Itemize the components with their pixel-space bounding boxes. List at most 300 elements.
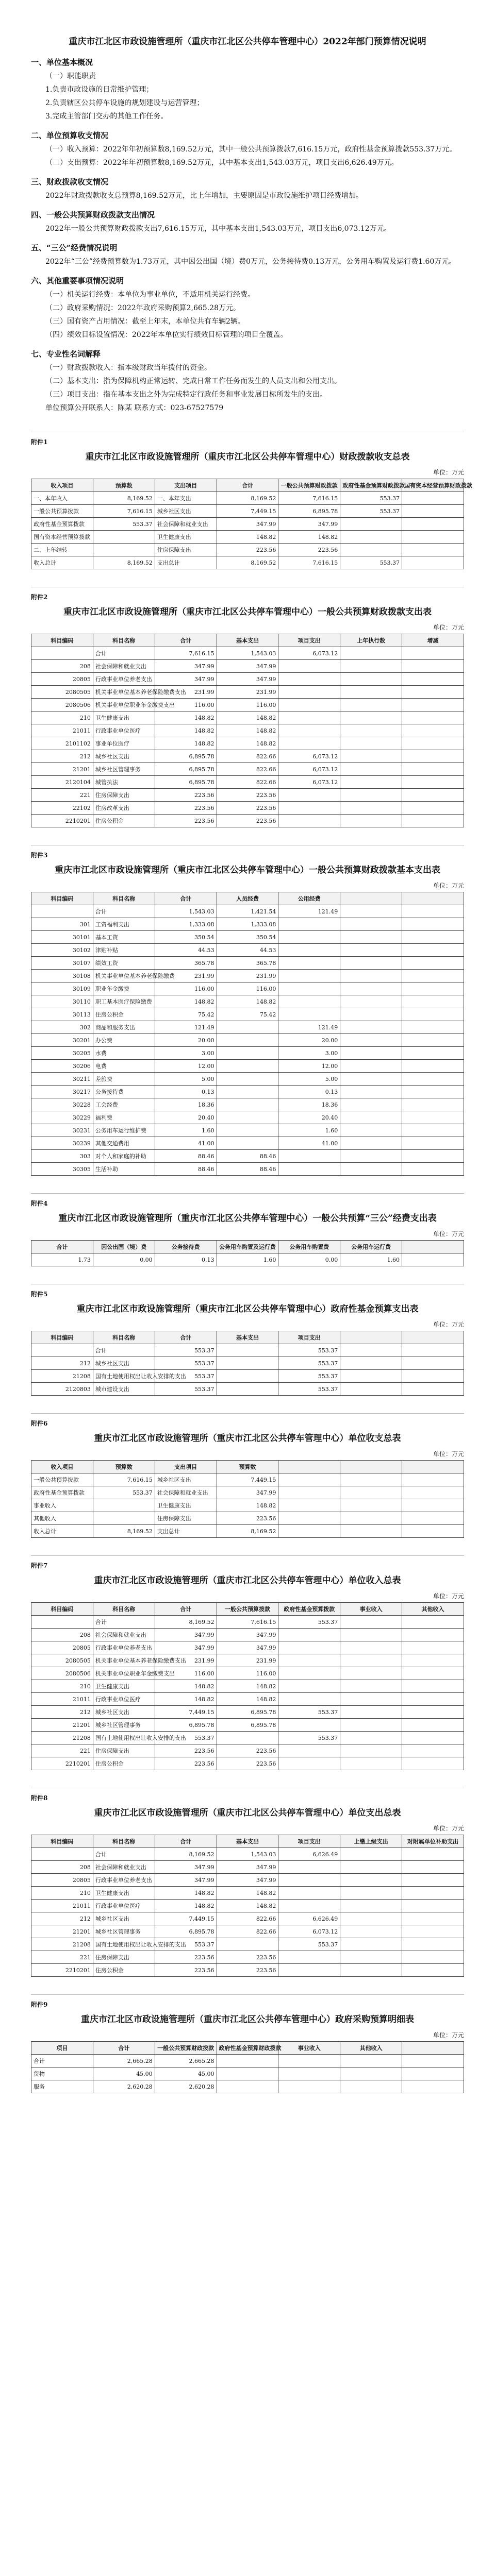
table-row xyxy=(31,1938,464,1951)
table-header-cell: 科目编码 xyxy=(31,892,93,905)
table-cell xyxy=(402,1370,464,1383)
table-cell xyxy=(217,1370,278,1383)
unit-label: 单位：万元 xyxy=(433,1230,464,1238)
table-cell xyxy=(340,1499,402,1512)
table-cell: 住房公积金 xyxy=(93,1757,155,1770)
table-cell xyxy=(402,544,464,556)
table-row xyxy=(31,1525,464,1538)
table-header-cell: 预算数 xyxy=(217,1461,278,1473)
table-cell xyxy=(340,1086,402,1098)
table-cell: 30110 xyxy=(31,995,93,1008)
table-cell: 机关事业单位基本养老保险缴费 xyxy=(93,970,155,982)
table-cell xyxy=(278,944,340,957)
table-cell xyxy=(402,1344,464,1357)
table-cell: 223.56 xyxy=(278,544,340,556)
table-cell: 30102 xyxy=(31,944,93,957)
table-cell xyxy=(402,1900,464,1912)
table-cell: 116.00 xyxy=(217,699,278,711)
table-cell: 30113 xyxy=(31,1008,93,1021)
table-cell xyxy=(217,1111,278,1124)
table-cell xyxy=(340,1719,402,1732)
table-cell: 223.56 xyxy=(217,1757,278,1770)
table-cell: 2,665.28 xyxy=(93,2055,155,2067)
table-cell: 148.82 xyxy=(155,1900,217,1912)
table-header-cell xyxy=(340,892,402,905)
table-cell: 1.73 xyxy=(31,1253,93,1266)
table-cell xyxy=(340,931,402,944)
table-row xyxy=(31,1925,464,1938)
table-cell: 其他交通费用 xyxy=(93,1137,155,1150)
table-cell: 347.99 xyxy=(217,1629,278,1641)
data-table xyxy=(31,892,464,1176)
table-cell: 6,626.49 xyxy=(278,1912,340,1925)
table-cell xyxy=(340,1757,402,1770)
table-cell: 88.46 xyxy=(155,1163,217,1176)
table-cell: 机关事业单位基本养老保险缴费支出 xyxy=(93,1654,155,1667)
table-cell: 822.66 xyxy=(217,776,278,789)
table-cell: 工资福利支出 xyxy=(93,918,155,931)
table-cell xyxy=(217,2067,278,2080)
table-cell xyxy=(340,1706,402,1719)
table-row xyxy=(31,1667,464,1680)
table-cell xyxy=(340,1163,402,1176)
table-header-cell: 科目名称 xyxy=(93,634,155,647)
table-cell: 8,169.52 xyxy=(93,556,155,569)
table-cell xyxy=(402,1073,464,1086)
table-cell: 21208 xyxy=(31,1938,93,1951)
table-cell: 148.82 xyxy=(155,711,217,724)
attachment-label: 附件9 xyxy=(31,2001,48,2008)
table-cell: 302 xyxy=(31,1021,93,1034)
table-cell: 822.66 xyxy=(217,1925,278,1938)
table-cell: 148.82 xyxy=(155,724,217,737)
table-cell xyxy=(340,1047,402,1060)
unit-label: 单位：万元 xyxy=(433,624,464,631)
table-row xyxy=(31,1848,464,1861)
table-cell: 5.00 xyxy=(155,1073,217,1086)
table-cell xyxy=(402,1951,464,1964)
table-cell: 社会保障和就业支出 xyxy=(155,518,217,531)
table-cell xyxy=(402,1744,464,1757)
table-cell: 148.82 xyxy=(217,737,278,750)
table-header-cell: 公用经费 xyxy=(278,892,340,905)
table-cell xyxy=(402,505,464,518)
table-header-cell xyxy=(402,892,464,905)
section-heading: 四、一般公共预算财政拨款支出情况 xyxy=(31,210,155,219)
table-row xyxy=(31,931,464,944)
table-cell xyxy=(340,1150,402,1163)
attachment-label: 附件7 xyxy=(31,1562,48,1569)
table-cell: 30217 xyxy=(31,1086,93,1098)
section-paragraph: （三）国有资产占用情况：截至上年末，本单位共有车辆2辆。 xyxy=(45,317,245,326)
table-header-cell: 政府性基金预算拨款 xyxy=(278,1603,340,1616)
table-cell: 223.56 xyxy=(155,1757,217,1770)
table-cell: 卫生健康支出 xyxy=(155,531,217,544)
table-cell: 30211 xyxy=(31,1073,93,1086)
table-row xyxy=(31,1111,464,1124)
table-cell xyxy=(402,1163,464,1176)
table-cell xyxy=(31,905,93,918)
table-cell: 住房保障支出 xyxy=(93,789,155,802)
table-cell: 553.37 xyxy=(155,1357,217,1370)
table-cell xyxy=(278,1473,340,1486)
table-cell: 553.37 xyxy=(278,1938,340,1951)
table-cell xyxy=(340,1124,402,1137)
table-cell: 148.82 xyxy=(155,737,217,750)
table-cell xyxy=(402,1861,464,1874)
attachment-label: 附件2 xyxy=(31,594,48,601)
table-cell: 45.00 xyxy=(93,2067,155,2080)
table-cell xyxy=(217,1383,278,1396)
table-cell: 30205 xyxy=(31,1047,93,1060)
table-cell xyxy=(402,2080,464,2093)
table-cell: 223.56 xyxy=(217,1964,278,1977)
table-row xyxy=(31,1086,464,1098)
table-cell xyxy=(278,918,340,931)
table-cell: 148.82 xyxy=(217,1680,278,1693)
table-cell xyxy=(278,673,340,686)
table-cell: 20.40 xyxy=(278,1111,340,1124)
data-table xyxy=(31,2041,464,2093)
table-row xyxy=(31,944,464,957)
attachment-label: 附件6 xyxy=(31,1420,48,1427)
table-cell: 生活补助 xyxy=(93,1163,155,1176)
table-cell xyxy=(340,1964,402,1977)
table-cell xyxy=(278,1629,340,1641)
attachment-label: 附件5 xyxy=(31,1291,48,1298)
table-cell xyxy=(217,2080,278,2093)
table-cell: 221 xyxy=(31,789,93,802)
unit-label: 单位：万元 xyxy=(433,882,464,889)
table-cell xyxy=(340,544,402,556)
table-header-cell: 公务用车运行费 xyxy=(340,1241,402,1253)
table-cell: 116.00 xyxy=(217,982,278,995)
table-cell: 城乡社区支出 xyxy=(155,1473,217,1486)
table-cell xyxy=(402,1616,464,1629)
table-row xyxy=(31,2055,464,2067)
table-cell xyxy=(217,1357,278,1370)
attachment-label: 附件1 xyxy=(31,438,48,446)
table-header-cell: 政府性基金预算财政拨款 xyxy=(217,2042,278,2055)
table-row xyxy=(31,1499,464,1512)
table-cell: 148.82 xyxy=(278,531,340,544)
table-cell: 城乡社区管理事务 xyxy=(93,1925,155,1938)
table-cell xyxy=(340,1874,402,1887)
table-cell xyxy=(340,1925,402,1938)
table-cell: 2,620.28 xyxy=(93,2080,155,2093)
table-cell xyxy=(278,802,340,815)
table-cell: 7,616.15 xyxy=(93,1473,155,1486)
table-cell: 116.00 xyxy=(155,982,217,995)
table-cell xyxy=(217,2055,278,2067)
table-cell: 合计 xyxy=(93,905,155,918)
table-cell: 347.99 xyxy=(155,1861,217,1874)
table-cell: 社会保障和就业支出 xyxy=(93,1861,155,1874)
table-cell: 6,895.78 xyxy=(217,1706,278,1719)
table-block xyxy=(31,1994,464,2093)
table-row xyxy=(31,660,464,673)
table-cell: 6,895.78 xyxy=(217,1719,278,1732)
table-cell: 0.00 xyxy=(93,1253,155,1266)
table-cell xyxy=(340,1616,402,1629)
table-cell xyxy=(340,1357,402,1370)
table-cell xyxy=(340,1938,402,1951)
table-cell xyxy=(402,1757,464,1770)
table-cell: 347.99 xyxy=(155,660,217,673)
table-cell xyxy=(278,737,340,750)
table-row xyxy=(31,544,464,556)
data-table xyxy=(31,479,473,569)
table-header-cell: 科目名称 xyxy=(93,1835,155,1848)
table-cell: 223.56 xyxy=(217,1951,278,1964)
table-row xyxy=(31,1719,464,1732)
table-header-cell: 合计 xyxy=(31,1241,93,1253)
divider xyxy=(31,1413,464,1414)
table-cell: 社会保障和就业支出 xyxy=(155,1486,217,1499)
table-cell xyxy=(278,699,340,711)
table-header-cell: 因公出国（境）费 xyxy=(93,1241,155,1253)
table-cell: 30109 xyxy=(31,982,93,995)
table-cell xyxy=(278,1719,340,1732)
table-header-cell: 项目支出 xyxy=(278,1331,340,1344)
table-cell xyxy=(402,1008,464,1021)
table-cell: 553.37 xyxy=(278,1344,340,1357)
table-cell xyxy=(93,544,155,556)
table-cell xyxy=(278,2080,340,2093)
table-cell: 350.54 xyxy=(217,931,278,944)
table-cell xyxy=(402,1667,464,1680)
table-cell: 12.00 xyxy=(278,1060,340,1073)
table-cell: 208 xyxy=(31,1861,93,1874)
table-title: 重庆市江北区市政设施管理所（重庆市江北区公共停车管理中心）单位支出总表 xyxy=(94,1808,401,1818)
table-header-cell: 其他收入 xyxy=(402,1603,464,1616)
table-cell xyxy=(340,944,402,957)
table-cell: 347.99 xyxy=(155,1629,217,1641)
table-cell: 国有土地使用权出让收入安排的支出 xyxy=(93,1370,155,1383)
table-cell: 工会经费 xyxy=(93,1098,155,1111)
table-cell xyxy=(340,531,402,544)
table-cell xyxy=(340,1111,402,1124)
table-cell xyxy=(402,789,464,802)
table-cell xyxy=(402,1357,464,1370)
table-row xyxy=(31,957,464,970)
table-title: 重庆市江北区市政设施管理所（重庆市江北区公共停车管理中心）政府性基金预算支出表 xyxy=(76,1304,419,1314)
table-cell: 一、本年支出 xyxy=(155,492,217,505)
table-title: 重庆市江北区市政设施管理所（重庆市江北区公共停车管理中心）一般公共预算“三公”经费支出表 xyxy=(58,1213,437,1224)
table-header-cell: 对附属单位补助支出 xyxy=(402,1835,464,1848)
table-cell xyxy=(340,1512,402,1525)
table-cell: 553.37 xyxy=(278,1732,340,1744)
table-cell: 卫生健康支出 xyxy=(93,1680,155,1693)
table-header-cell: 国有资本经营预算财政拨款 xyxy=(402,479,464,492)
table-cell: 5.00 xyxy=(278,1073,340,1086)
table-cell xyxy=(402,1925,464,1938)
table-cell xyxy=(340,970,402,982)
table-cell: 553.37 xyxy=(278,1706,340,1719)
table-row xyxy=(31,1693,464,1706)
table-header-cell: 一般公共预算财政拨款 xyxy=(155,2042,217,2055)
table-header-cell xyxy=(402,1461,464,1473)
table-cell: 事业收入 xyxy=(31,1499,93,1512)
table-cell: 3.00 xyxy=(155,1047,217,1060)
table-cell xyxy=(402,931,464,944)
table-block xyxy=(31,432,473,569)
table-cell: 职业年金缴费 xyxy=(93,982,155,995)
table-block xyxy=(31,1413,464,1538)
table-header-cell: 项目 xyxy=(31,2042,93,2055)
table-header-cell: 公务接待费 xyxy=(155,1241,217,1253)
table-cell: 津贴补贴 xyxy=(93,944,155,957)
table-cell xyxy=(340,1732,402,1744)
table-cell: 住房保障支出 xyxy=(93,1951,155,1964)
table-cell: 6,626.49 xyxy=(278,1848,340,1861)
table-cell: 2080506 xyxy=(31,1667,93,1680)
table-cell xyxy=(340,802,402,815)
table-cell: 148.82 xyxy=(217,1693,278,1706)
table-cell xyxy=(217,1047,278,1060)
table-cell: 8,169.52 xyxy=(155,1848,217,1861)
table-cell: 88.46 xyxy=(155,1150,217,1163)
table-cell: 18.36 xyxy=(278,1098,340,1111)
table-cell xyxy=(278,1900,340,1912)
table-cell xyxy=(31,1344,93,1357)
table-cell xyxy=(340,1861,402,1874)
table-row xyxy=(31,2080,464,2093)
table-cell xyxy=(278,686,340,699)
table-header-cell xyxy=(402,1241,464,1253)
table-cell xyxy=(340,673,402,686)
table-cell xyxy=(340,1629,402,1641)
table-cell: 6,895.78 xyxy=(155,1925,217,1938)
table-cell xyxy=(402,1021,464,1034)
table-cell xyxy=(278,789,340,802)
table-header-cell: 科目名称 xyxy=(93,1603,155,1616)
table-cell xyxy=(278,1887,340,1900)
table-cell xyxy=(340,1383,402,1396)
table-row xyxy=(31,531,464,544)
table-cell: 6,895.78 xyxy=(155,776,217,789)
table-cell: 121.49 xyxy=(155,1021,217,1034)
table-cell: 住房保障支出 xyxy=(93,1744,155,1757)
table-cell: 7,616.15 xyxy=(93,505,155,518)
table-header-cell xyxy=(402,1331,464,1344)
table-cell: 7,616.15 xyxy=(217,1616,278,1629)
table-cell: 347.99 xyxy=(155,1874,217,1887)
table-cell: 347.99 xyxy=(217,1874,278,1887)
table-cell: 30107 xyxy=(31,957,93,970)
table-cell: 148.82 xyxy=(217,1887,278,1900)
table-row xyxy=(31,1912,464,1925)
table-cell: 0.13 xyxy=(155,1086,217,1098)
table-block xyxy=(31,1788,464,1977)
table-cell: 城乡社区支出 xyxy=(93,1912,155,1925)
table-cell: 30229 xyxy=(31,1111,93,1124)
table-cell xyxy=(402,944,464,957)
table-cell xyxy=(340,982,402,995)
table-header-cell: 上缴上级支出 xyxy=(340,1835,402,1848)
table-cell xyxy=(340,750,402,763)
section-paragraph: 2022年财政拨款收支总预算8,169.52万元，比上年增加，主要原因是市政设施维护项目经费增加。 xyxy=(45,192,363,200)
table-cell: 1,333.08 xyxy=(155,918,217,931)
table-cell xyxy=(402,686,464,699)
table-cell: 21011 xyxy=(31,1900,93,1912)
table-cell: 223.56 xyxy=(155,1951,217,1964)
unit-label: 单位：万元 xyxy=(433,1321,464,1328)
table-row xyxy=(31,1874,464,1887)
table-cell: 合计 xyxy=(93,1344,155,1357)
table-cell xyxy=(402,1512,464,1525)
table-header-cell: 基本支出 xyxy=(217,1835,278,1848)
table-cell: 2101102 xyxy=(31,737,93,750)
table-cell: 合计 xyxy=(93,1848,155,1861)
table-cell: 553.37 xyxy=(278,1616,340,1629)
table-cell: 行政事业单位医疗 xyxy=(93,1693,155,1706)
table-cell xyxy=(402,1964,464,1977)
table-header-row xyxy=(31,1835,464,1848)
table-cell: 城乡社区支出 xyxy=(93,750,155,763)
table-header-cell: 基本支出 xyxy=(217,634,278,647)
unit-label: 单位：万元 xyxy=(433,1825,464,1832)
table-cell: 20.00 xyxy=(278,1034,340,1047)
table-row xyxy=(31,1370,464,1383)
table-cell: 347.99 xyxy=(278,518,340,531)
table-cell xyxy=(278,1964,340,1977)
table-cell xyxy=(402,1706,464,1719)
table-cell xyxy=(402,776,464,789)
table-cell: 政府性基金预算拨款 xyxy=(31,1486,93,1499)
table-cell xyxy=(278,1861,340,1874)
table-cell: 231.99 xyxy=(217,970,278,982)
table-cell xyxy=(340,660,402,673)
table-block xyxy=(31,1555,464,1770)
table-cell xyxy=(402,1124,464,1137)
table-row xyxy=(31,776,464,789)
table-row xyxy=(31,1512,464,1525)
table-cell: 支出总计 xyxy=(155,556,217,569)
table-cell xyxy=(340,789,402,802)
section-paragraph: （一）职能职责 xyxy=(45,72,96,80)
table-cell xyxy=(402,1654,464,1667)
table-cell xyxy=(340,699,402,711)
table-cell xyxy=(217,1938,278,1951)
table-cell xyxy=(340,1525,402,1538)
table-cell xyxy=(402,1150,464,1163)
table-cell xyxy=(278,970,340,982)
table-row xyxy=(31,556,464,569)
table-cell: 0.13 xyxy=(278,1086,340,1098)
table-cell xyxy=(340,1887,402,1900)
table-row xyxy=(31,1060,464,1073)
table-cell: 行政事业单位养老支出 xyxy=(93,1641,155,1654)
table-cell: 148.82 xyxy=(217,1499,278,1512)
table-cell: 347.99 xyxy=(217,1486,278,1499)
table-cell xyxy=(402,1253,464,1266)
table-cell: 223.56 xyxy=(217,815,278,827)
table-cell: 国有资本经营预算拨款 xyxy=(31,531,93,544)
table-cell xyxy=(340,918,402,931)
table-cell: 7,449.15 xyxy=(155,1706,217,1719)
table-cell xyxy=(278,1654,340,1667)
table-cell: 20805 xyxy=(31,1874,93,1887)
table-row xyxy=(31,763,464,776)
table-cell: 服务 xyxy=(31,2080,93,2093)
table-cell: 6,073.12 xyxy=(278,647,340,660)
table-header-cell: 科目编码 xyxy=(31,634,93,647)
table-cell xyxy=(278,995,340,1008)
data-table xyxy=(31,634,464,827)
section-paragraph: （一）机关运行经费：本单位为事业单位，不适用机关运行经费。 xyxy=(45,291,255,299)
table-cell: 30231 xyxy=(31,1124,93,1137)
